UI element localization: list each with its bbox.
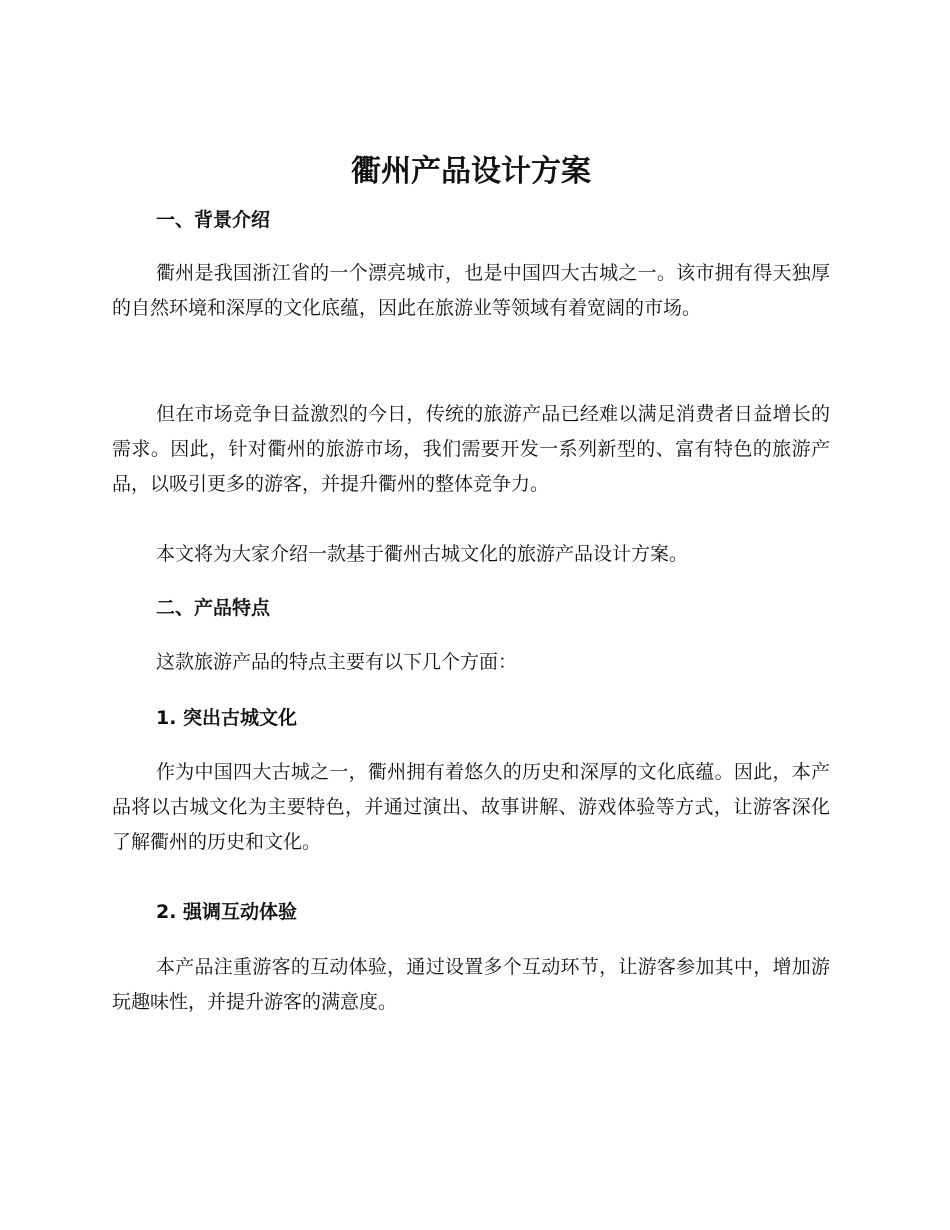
subsection-heading-ancient-culture: 1. 突出古城文化 [156, 707, 298, 729]
section-heading-features: 二、产品特点 [156, 597, 271, 619]
paragraph-features-intro: 这款旅游产品的特点主要有以下几个方面： [156, 651, 518, 673]
paragraph-background-3: 本文将为大家介绍一款基于衢州古城文化的旅游产品设计方案。 [156, 543, 689, 565]
document-title: 衢州产品设计方案 [351, 154, 591, 189]
paragraph-background-2: 但在市场竞争日益激烈的今日，传统的旅游产品已经难以满足消费者日益增长的需求。因此，针对衢州的旅游市场，我们需要开发一系列新型的、富有特色的旅游产品，以吸引更多的游客，并提升衢州的整体竞争力。 [112, 403, 830, 495]
subsection-heading-interactive: 2. 强调互动体验 [156, 901, 298, 923]
paragraph-interactive: 本产品注重游客的互动体验，通过设置多个互动环节，让游客参加其中，增加游玩趣味性，并提升游客的满意度。 [112, 956, 830, 1013]
paragraph-background-1: 衢州是我国浙江省的一个漂亮城市，也是中国四大古城之一。该市拥有得天独厚的自然环境和深厚的文化底蕴，因此在旅游业等领域有着宽阔的市场。 [112, 262, 830, 319]
section-heading-background: 一、背景介绍 [156, 209, 271, 231]
paragraph-ancient-culture: 作为中国四大古城之一，衢州拥有着悠久的历史和深厚的文化底蕴。因此，本产品将以古城文化为主要特色，并通过演出、故事讲解、游戏体验等方式，让游客深化了解衢州的历史和文化。 [112, 761, 830, 853]
